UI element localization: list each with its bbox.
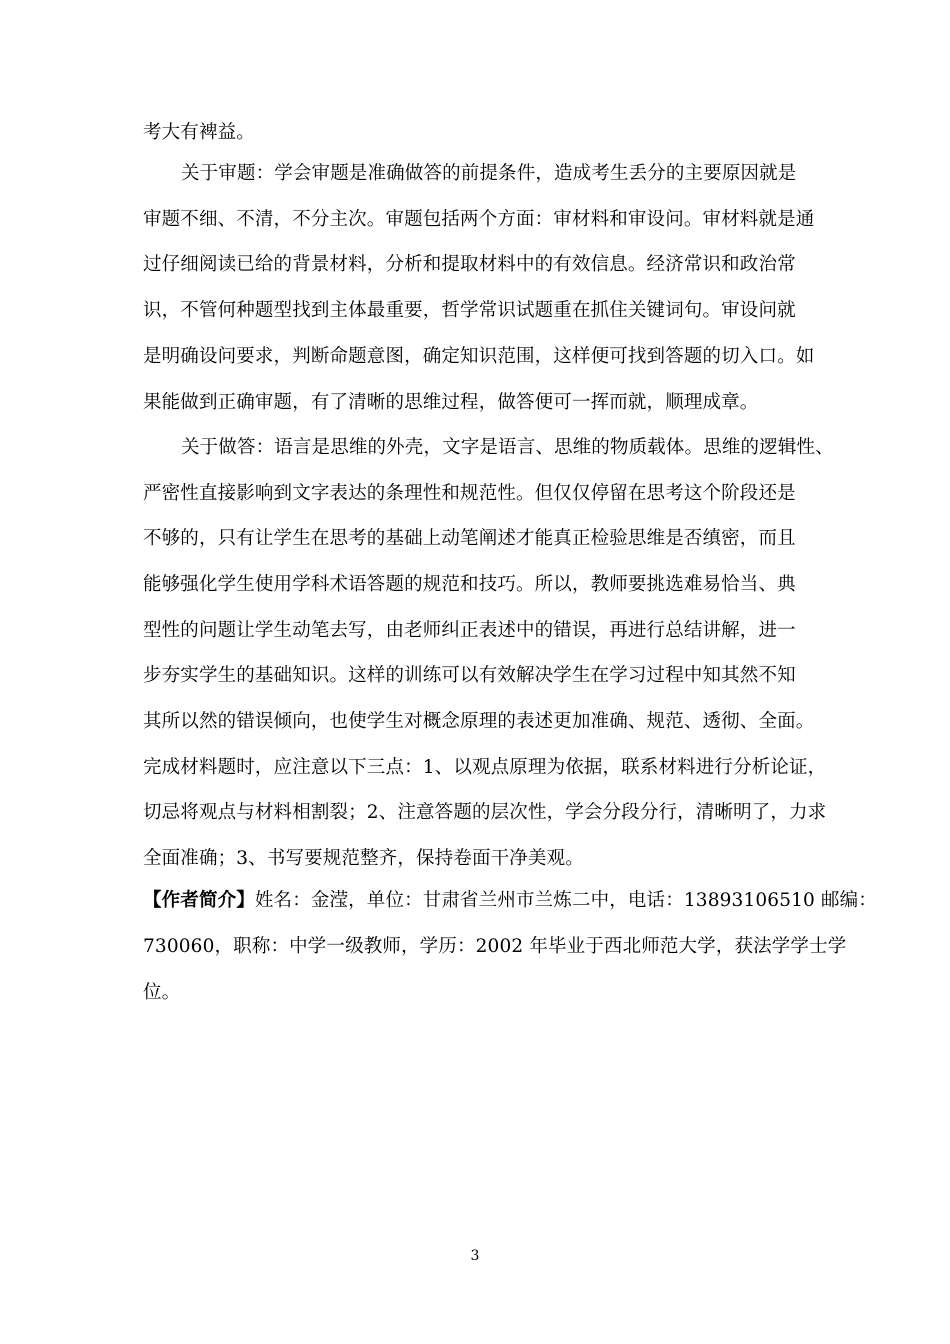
body-text-line: 不够的，只有让学生在思考的基础上动笔阐述才能真正检验思维是否缜密，而且: [143, 528, 796, 549]
body-text-line: 过仔细阅读已给的背景材料，分析和提取材料中的有效信息。经济常识和政治常: [143, 254, 796, 275]
body-text-line: 型性的问题让学生动笔去写，由老师纠正表述中的错误，再进行总结讲解，进一: [143, 620, 796, 641]
body-text-line: 关于做答：语言是思维的外壳，文字是语言、思维的物质载体。思维的逻辑性、: [181, 437, 834, 458]
body-text-line: 切忌将观点与材料相割裂；2、注意答题的层次性，学会分段分行，清晰明了，力求: [143, 802, 827, 823]
author-bio-text: 姓名：金滢，单位：甘肃省兰州市兰炼二中，电话：13893106510 邮编：: [254, 890, 877, 911]
body-text-line: 考大有裨益。: [143, 122, 255, 143]
body-text-line: 全面准确；3、书写要规范整齐，保持卷面干净美观。: [143, 848, 584, 869]
body-text-line: 完成材料题时，应注意以下三点：1、以观点原理为依据，联系材料进行分析论证，: [143, 757, 827, 778]
author-bio-line: 位。: [143, 982, 181, 1003]
page-number: 3: [470, 1248, 480, 1264]
author-bio-label: 【作者简介】: [143, 890, 255, 911]
body-text-line: 严密性直接影响到文字表达的条理性和规范性。但仅仅停留在思考这个阶段还是: [143, 483, 796, 504]
body-text-line: 审题不细、不清，不分主次。审题包括两个方面：审材料和审设问。审材料就是通: [143, 209, 815, 230]
body-text-line: 识，不管何种题型找到主体最重要，哲学常识试题重在抓住关键词句。审设问就: [143, 300, 796, 321]
body-text-line: 其所以然的错误倾向，也使学生对概念原理的表述更加准确、规范、透彻、全面。: [143, 711, 815, 732]
body-text-line: 是明确设问要求，判断命题意图，确定知识范围，这样便可找到答题的切入口。如: [143, 346, 815, 367]
author-bio-line: 730060，职称：中学一级教师，学历：2002 年毕业于西北师范大学，获法学学士学: [143, 936, 847, 957]
author-bio-line: [143, 889, 877, 913]
body-text-line: 能够强化学生使用学科术语答题的规范和技巧。所以，教师要挑选难易恰当、典: [143, 574, 796, 595]
body-text-line: 步夯实学生的基础知识。这样的训练可以有效解决学生在学习过程中知其然不知: [143, 665, 796, 686]
body-text-line: 关于审题：学会审题是准确做答的前提条件，造成考生丢分的主要原因就是: [181, 163, 797, 184]
body-text-line: 果能做到正确审题，有了清晰的思维过程，做答便可一挥而就，顺理成章。: [143, 392, 759, 413]
